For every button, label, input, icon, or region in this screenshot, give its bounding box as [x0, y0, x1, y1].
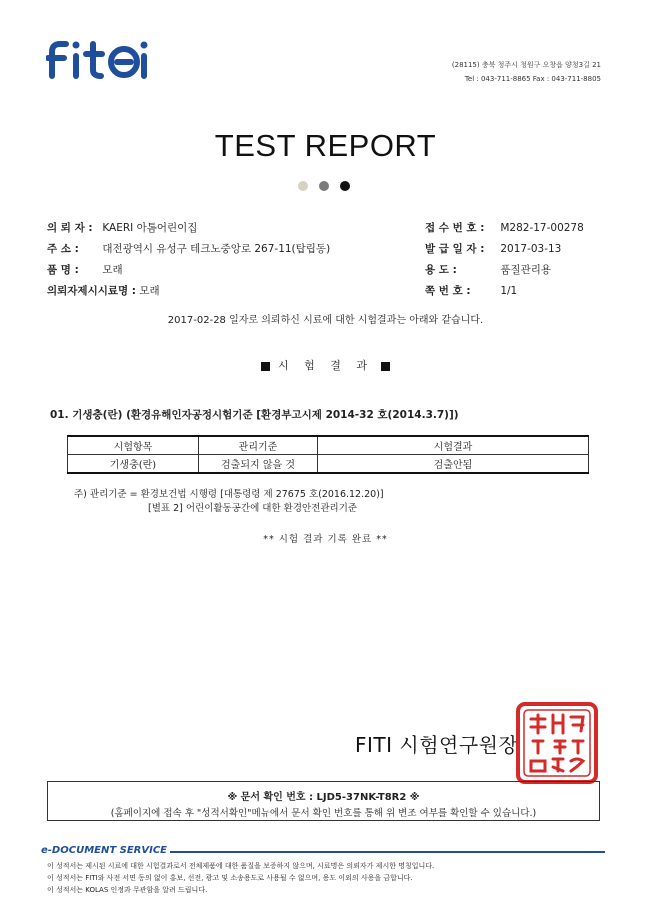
cell-result: 검출안됨 — [318, 455, 589, 474]
signature-title: FITI 시험연구원장 — [355, 733, 519, 757]
receipt-no-label: 접 수 번 호 : — [425, 222, 485, 234]
sample-name-row — [47, 281, 407, 302]
fiti-logo — [46, 36, 150, 82]
completion-text: ** 시험 결과 기록 완료 ** — [263, 534, 388, 545]
section-title: 시 험 결 과 — [278, 359, 373, 372]
purpose-label: 용 도 : — [425, 264, 457, 276]
address-row — [47, 239, 407, 260]
dot-gray — [319, 181, 329, 191]
sample-name-value: 모래 — [139, 285, 160, 297]
intro-text: 2017-02-28 일자로 의뢰하신 시료에 대한 시험결과는 아래와 같습니다. — [167, 315, 484, 326]
report-meta — [425, 218, 625, 302]
table-header-row — [68, 436, 589, 455]
page-no-label: 쪽 번 호 : — [425, 285, 471, 297]
footer-disclaimer — [47, 860, 434, 896]
document-verification-box — [47, 781, 600, 821]
purpose-row — [425, 260, 625, 281]
client-row — [47, 218, 407, 239]
header-result: 시험결과 — [318, 436, 589, 455]
test-method-heading: 01. 기생충(란) (환경유해인자공정시험기준 [환경부고시제 2014-32 호(2014.3.7)]) — [50, 409, 459, 421]
table-row — [68, 455, 589, 474]
verification-instruction: (홈페이지에 접속 후 "성적서확인"메뉴에서 문서 확인 번호를 통해 위 변조 여부를 확인할 수 있습니다.) — [110, 808, 537, 819]
page-no-value: 1/1 — [500, 285, 518, 297]
square-bullet-left — [261, 362, 270, 371]
svg-text:FITI: FITI — [46, 36, 48, 37]
verification-number: ※ 문서 확인 번호 : LJD5-37NK-T8R2 ※ — [227, 792, 420, 803]
footer-line-3: 이 성적서는 KOLAS 인정과 무관함을 알려 드립니다. — [47, 886, 208, 894]
section-heading — [0, 357, 651, 373]
tel-fax-line: Tel : 043-711-8865 Fax : 043-711-8805 — [464, 75, 601, 83]
product-label: 품 명 : — [47, 264, 79, 276]
page-no-row — [425, 281, 625, 302]
note-line-2: [별표 2] 어린이활동공간에 대한 환경안전관리기준 — [148, 503, 358, 514]
receipt-no-row — [425, 218, 625, 239]
criteria-note — [74, 488, 384, 516]
purpose-value: 품질관리용 — [500, 264, 552, 276]
results-table — [67, 435, 589, 474]
report-title: TEST REPORT — [214, 128, 437, 163]
footer-line-2: 이 성적서는 FITI와 사전 서면 동의 없이 홍보, 선전, 광고 및 소송용도로 사용될 수 없으며, 용도 이외의 사용을 금합니다. — [47, 874, 413, 882]
note-line-1: 주) 관리기준 = 환경보건법 시행령 [대통령령 제 27675 호(2016.12.20)] — [74, 489, 384, 500]
edocument-divider — [170, 851, 605, 853]
cell-criteria: 검출되지 않을 것 — [199, 455, 318, 474]
issue-date-label: 발 급 일 자 : — [425, 243, 485, 255]
product-row — [47, 260, 407, 281]
product-value: 모래 — [102, 264, 123, 276]
address-line: (28115) 충북 청주시 청원구 오창읍 양청3길 21 — [451, 61, 601, 69]
edocument-service-label: e-DOCUMENT SERVICE — [41, 845, 168, 856]
client-label: 의 뢰 자 : — [47, 222, 93, 234]
receipt-no-value: M282-17-00278 — [500, 222, 584, 234]
dot-light — [298, 181, 308, 191]
client-value: KAERI 아톰어린이집 — [102, 222, 198, 234]
address-value: 대전광역시 유성구 테크노중앙로 267-11(탑립동) — [102, 243, 331, 255]
dot-black — [340, 181, 350, 191]
square-bullet-right — [381, 362, 390, 371]
issue-date-value: 2017-03-13 — [500, 243, 562, 255]
header-criteria: 관리기준 — [199, 436, 318, 455]
title-dots — [298, 181, 358, 193]
cell-test-item: 기생충(란) — [68, 455, 199, 474]
client-info — [47, 218, 407, 302]
address-label: 주 소 : — [47, 243, 79, 255]
issue-date-row — [425, 239, 625, 260]
sample-name-label: 의뢰자제시시료명 : — [47, 285, 136, 297]
header-test-item: 시험항목 — [68, 436, 199, 455]
official-seal — [515, 701, 599, 785]
footer-line-1: 이 성적서는 제시된 시료에 대한 시험결과로서 전체제품에 대한 품질을 보증하지 않으며, 시료명은 의뢰자가 제시한 명칭입니다. — [47, 862, 435, 870]
company-address — [341, 58, 601, 86]
